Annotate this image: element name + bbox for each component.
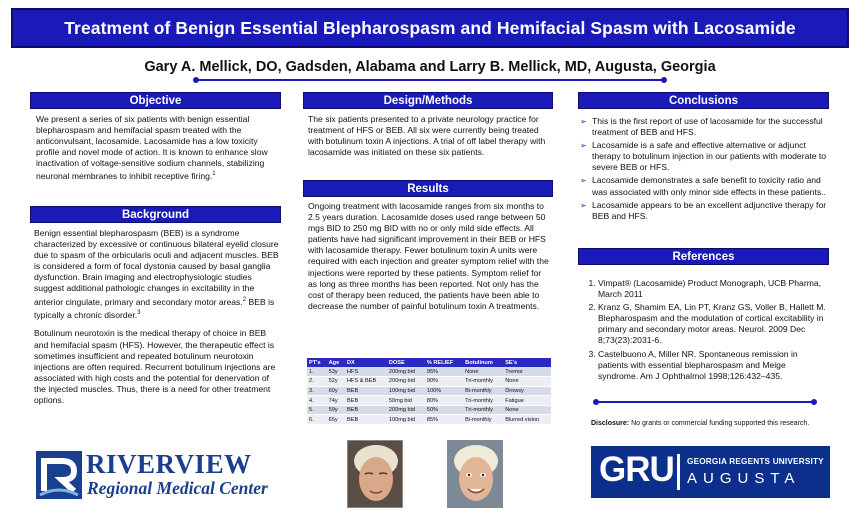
references-divider: [596, 401, 814, 403]
table-cell: 4.: [307, 396, 327, 406]
results-table-body: [307, 367, 551, 425]
table-row: [307, 367, 551, 377]
results-table: [307, 358, 551, 425]
table-cell: 74y: [327, 396, 345, 406]
table-cell: None: [503, 405, 551, 415]
disclosure-line: [591, 420, 841, 427]
table-cell: 5.: [307, 405, 327, 415]
conclusion-item: ➢ This is the first report of use of lacosamide for the successful treatment of BEB and HFS.: [580, 116, 830, 138]
table-row: [307, 377, 551, 387]
background-p1b-footnote: 3: [137, 309, 141, 316]
table-cell: None: [503, 377, 551, 387]
table-cell: 200mg bid: [387, 367, 425, 377]
col-header: PT's: [307, 358, 327, 367]
reference-item: 1. Vimpat® (Lacosamide) Product Monograph, UCB Pharma, March 2011: [598, 278, 828, 300]
background-text: [34, 228, 280, 406]
references-list: [584, 278, 828, 384]
gru-city: AUGUSTA: [687, 470, 801, 487]
poster-title: Treatment of Benign Essential Blepharospasm and Hemifacial Spasm with Lacosamide: [11, 8, 849, 48]
table-cell: 2.: [307, 377, 327, 387]
authors-divider: [196, 79, 664, 81]
table-cell: Tri-monthly: [463, 405, 503, 415]
table-cell: 90%: [425, 377, 463, 387]
table-cell: HFS: [345, 367, 387, 377]
table-cell: 100%: [425, 386, 463, 396]
col-header: % RELIEF: [425, 358, 463, 367]
face-after-icon: [448, 441, 503, 508]
table-row: [307, 396, 551, 406]
conclusion-item: ➢ Lacosamide demonstrates a safe benefit to toxicity ratio and was associated with only minor side effects in these patients..: [580, 175, 830, 197]
results-heading: Results: [303, 180, 553, 197]
table-cell: 1.: [307, 367, 327, 377]
col-header: DOSE: [387, 358, 425, 367]
table-cell: Tri-monthly: [463, 396, 503, 406]
gru-university-name: GEORGIA REGENTS UNIVERSITY: [687, 457, 824, 466]
table-cell: 52y: [327, 377, 345, 387]
table-cell: Fatigue: [503, 396, 551, 406]
design-text: The six patients presented to a private neurology practice for treatment of HFS or BEB. All six were currently being treated with botulinum toxin A injections. A trial of off label therapy with lacosamide was initiated on these six patients.: [308, 114, 546, 158]
table-row: [307, 386, 551, 396]
table-cell: Tri-monthly: [463, 377, 503, 387]
col-header: Age: [327, 358, 345, 367]
table-cell: 3.: [307, 386, 327, 396]
objective-body: We present a series of six patients with benign essential blepharospasm and hemifacial spasm treated with the anticonvulsant, lacosamide. Lacosamide has a low toxicity profile and novel mode of action. It is known to enhance slow inactivation of voltage-sensitive sodium channels, stabilizing neuronal membranes to inhibit receptive firing.: [36, 114, 268, 182]
results-table-wrap: [307, 358, 551, 425]
table-cell: BEB: [345, 396, 387, 406]
table-cell: HFS & BEB: [345, 377, 387, 387]
objective-footnote: 1: [212, 171, 216, 178]
conclusions-heading: Conclusions: [578, 92, 829, 109]
background-p1-footnote: 2: [242, 296, 247, 303]
authors-line: Gary A. Mellick, DO, Gadsden, Alabama and Larry B. Mellick, MD, Augusta, Georgia: [144, 59, 716, 75]
patient-photo-after: [447, 440, 503, 508]
conclusion-item: ➢ Lacosamide is a safe and effective alternative or adjunct therapy to botulinum injection in our patients with moderate to severe BEB or HFS.: [580, 140, 830, 173]
results-text: Ongoing treatment with lacosamide ranges from six months to 2.5 years duration. Lacosamide doses used range between 50 mgs BID to 250 mg BID with no or only mild side effects. All patients have had significant improvement in their BEB or HFS with lacosamide therapy. Fewer botulinum toxin A units were required with each injection and greater symptom relief with the injections were reported by these patients. Symptom relief for as long as three months has been reported. Not only has the cost of therapy been reduced, the patients have been able to decrease the number of painful botulinum toxin A treatments.: [308, 201, 549, 311]
riverview-subtitle: Regional Medical Center: [87, 478, 268, 498]
table-cell: 53y: [327, 367, 345, 377]
reference-item: 2. Kranz G, Shamim EA, Lin PT, Kranz GS, Voller B, Hallett M. Blepharospasm and the modulation of cortical excitability in primary and secondary motor areas. Neurol. 2009 Dec 8;73(23):2031-6.: [598, 302, 828, 346]
table-cell: 200mg bid: [387, 405, 425, 415]
table-row: [307, 415, 551, 425]
references-heading: References: [578, 248, 829, 265]
reference-item: 3. Castelbuono A, Miller NR. Spontaneous remission in patients with essential blepharospasm and Meige syndrome. Am J Ophthalmol 1998;126:432–435.: [598, 349, 828, 382]
patient-photo-before: [347, 440, 403, 508]
riverview-emblem-icon: [36, 451, 82, 499]
table-cell: 95%: [425, 367, 463, 377]
table-cell: None: [463, 367, 503, 377]
col-header: SE's: [503, 358, 551, 367]
table-cell: 65y: [327, 415, 345, 425]
table-cell: Bi-monthly: [463, 415, 503, 425]
table-cell: 59y: [327, 405, 345, 415]
table-cell: 80%: [425, 396, 463, 406]
face-before-icon: [348, 441, 403, 508]
design-heading: Design/Methods: [303, 92, 553, 109]
table-cell: 50%: [425, 405, 463, 415]
col-header: DX: [345, 358, 387, 367]
table-cell: 100mg bid: [387, 415, 425, 425]
table-cell: Tremor: [503, 367, 551, 377]
background-heading: Background: [30, 206, 281, 223]
table-cell: BEB: [345, 386, 387, 396]
background-p1-text: Benign essential blepharospasm (BEB) is a syndrome characterized by excessive or continuous bilateral eyelid closure due to spasm of the orbicularis oculi and adjacent muscles. BEB is considered a form of focal dystonia caused by basal ganglia dysfunction. Brain imaging and electrophysiologic studies suggest additional pathologic changes in excitability in the anterior cingulate, primary and secondary motor areas.: [34, 228, 279, 307]
gru-mark: GRU: [599, 450, 674, 489]
table-cell: Bi-monthly: [463, 386, 503, 396]
table-cell: BEB: [345, 415, 387, 425]
table-cell: 60y: [327, 386, 345, 396]
table-cell: 100mg bid: [387, 386, 425, 396]
table-row: [307, 405, 551, 415]
disclosure-text: No grants or commercial funding supported this research.: [631, 420, 810, 427]
gru-divider: [677, 454, 680, 490]
table-cell: BEB: [345, 405, 387, 415]
table-cell: Drowsy: [503, 386, 551, 396]
conclusions-list: [580, 116, 830, 224]
gru-logo: [591, 446, 830, 498]
table-cell: 200mg bid: [387, 377, 425, 387]
results-table-header: [307, 358, 551, 367]
background-p1b-text: BEB is typically a chronic disorder.: [34, 296, 275, 320]
background-paragraph-1: [34, 228, 280, 320]
background-paragraph-2: Botulinum neurotoxin is the medical therapy of choice in BEB and hemifacial spasm (HFS). However, the therapeutic effect is sometimes insufficient and repeated botulinum neurotoxin injections are often required. Recurrent botulinum injections are associated with high costs and the potential for denervation of the injected muscles. Thus, there is a need for other treatment options.: [34, 328, 276, 406]
disclosure-label: Disclosure:: [591, 420, 630, 427]
table-cell: 50mg bid: [387, 396, 425, 406]
objective-text: [36, 114, 279, 182]
col-header: Botulinum: [463, 358, 503, 367]
objective-heading: Objective: [30, 92, 281, 109]
table-cell: 6.: [307, 415, 327, 425]
table-cell: Blurred vision: [503, 415, 551, 425]
conclusion-item: ➢ Lacosamide appears to be an excellent adjunctive therapy for BEB and HFS.: [580, 200, 830, 222]
table-cell: 85%: [425, 415, 463, 425]
riverview-name: RIVERVIEW: [86, 449, 252, 479]
riverview-logo: [34, 449, 280, 501]
